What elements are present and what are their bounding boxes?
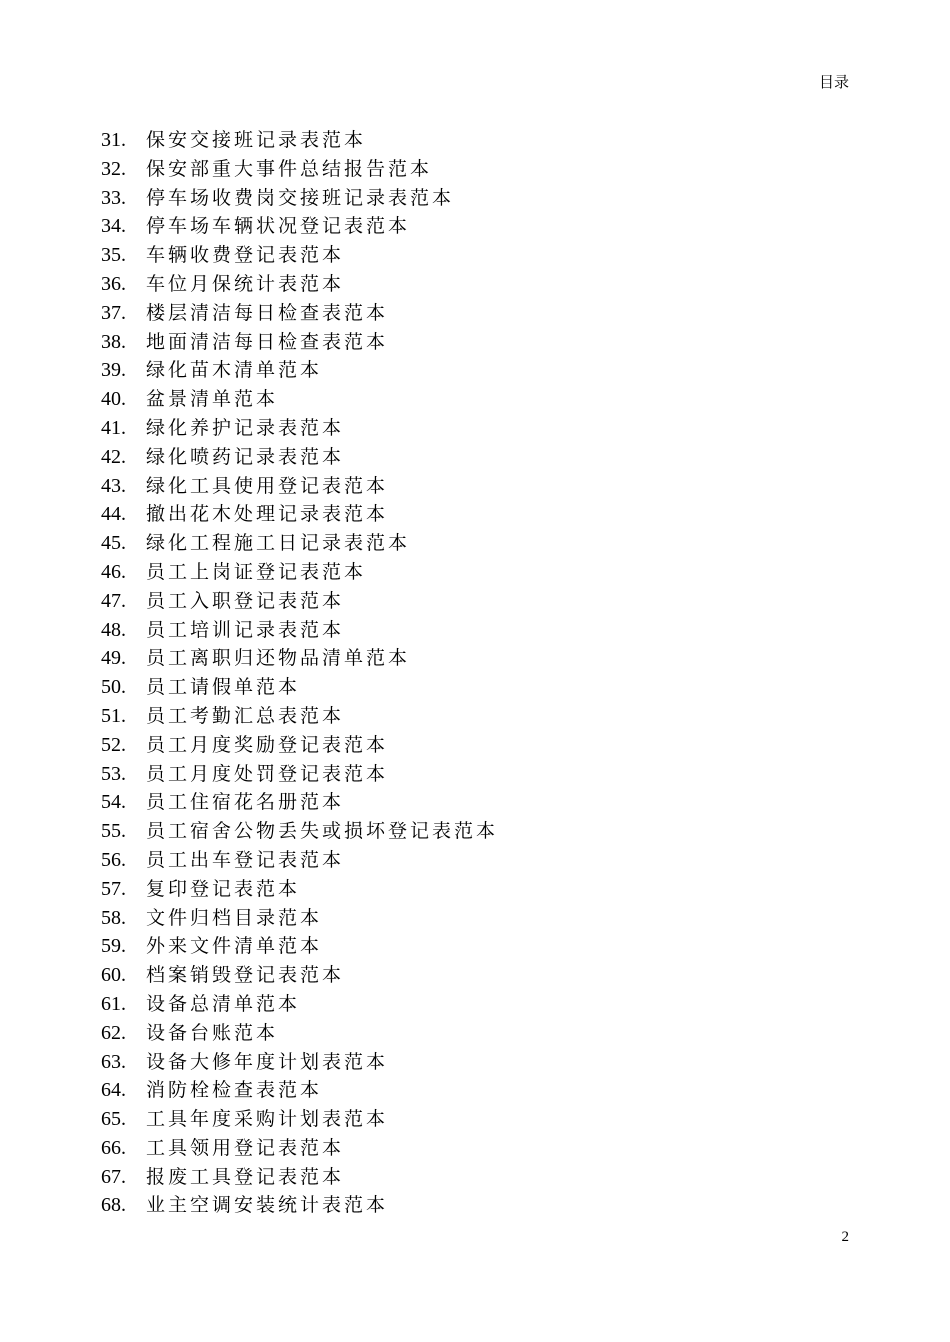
toc-item-number: 33. xyxy=(101,186,126,209)
toc-item[interactable] xyxy=(101,212,498,241)
toc-item-title: 保安交接班记录表范本 xyxy=(146,129,367,151)
toc-item-number: 61. xyxy=(101,992,126,1015)
toc-item[interactable] xyxy=(101,788,498,817)
toc-item[interactable] xyxy=(101,1105,498,1134)
toc-item-number: 41. xyxy=(101,416,126,439)
toc-item-title: 报废工具登记表范本 xyxy=(146,1165,345,1188)
toc-item-title: 员工月度奖励登记表范本 xyxy=(146,733,389,756)
toc-item-number: 36. xyxy=(101,272,126,295)
header-title: 目录 xyxy=(818,73,849,91)
toc-item[interactable] xyxy=(101,1134,498,1163)
toc-item-title: 车位月保统计表范本 xyxy=(146,272,345,295)
toc-item-title: 设备总清单范本 xyxy=(146,992,301,1015)
toc-item-number: 35. xyxy=(101,244,126,267)
toc-item-number: 57. xyxy=(101,877,126,900)
toc-item[interactable] xyxy=(101,587,498,616)
toc-item[interactable] xyxy=(101,760,498,789)
toc-item-title: 绿化苗木清单范本 xyxy=(146,359,323,382)
toc-item[interactable] xyxy=(101,385,498,414)
toc-item-title: 绿化喷药记录表范本 xyxy=(146,445,345,468)
toc-item[interactable] xyxy=(101,817,498,846)
toc-item-number: 43. xyxy=(101,474,126,497)
toc-item[interactable] xyxy=(101,1048,498,1077)
toc-item-number: 58. xyxy=(101,906,126,929)
toc-item[interactable] xyxy=(101,932,498,961)
toc-item[interactable] xyxy=(101,673,498,702)
toc-item[interactable] xyxy=(101,702,498,731)
toc-item-number: 63. xyxy=(101,1050,126,1073)
toc-item[interactable] xyxy=(101,961,498,990)
toc-item-number: 53. xyxy=(101,762,126,785)
toc-item-title: 绿化工程施工日记录表范本 xyxy=(146,532,411,555)
page-number: 2 xyxy=(841,1229,849,1245)
toc-item-title: 员工离职归还物品清单范本 xyxy=(146,647,411,670)
toc-item-title: 停车场车辆状况登记表范本 xyxy=(146,215,411,238)
toc-item-number: 60. xyxy=(101,964,126,987)
toc-list xyxy=(101,126,498,1220)
toc-item[interactable] xyxy=(101,1019,498,1048)
toc-item-title: 档案销毁登记表范本 xyxy=(146,964,345,987)
toc-item[interactable] xyxy=(101,1076,498,1105)
toc-item-number: 45. xyxy=(101,532,126,555)
toc-item-number: 59. xyxy=(101,935,126,958)
toc-item[interactable] xyxy=(101,500,498,529)
toc-item-title: 文件归档目录范本 xyxy=(146,906,323,929)
toc-item-number: 54. xyxy=(101,791,126,814)
toc-item[interactable] xyxy=(101,616,498,645)
toc-item[interactable] xyxy=(101,328,498,357)
toc-item-number: 34. xyxy=(101,215,126,238)
toc-item-number: 51. xyxy=(101,704,126,727)
toc-item-number: 39. xyxy=(101,359,126,382)
toc-item[interactable] xyxy=(101,414,498,443)
toc-item-number: 62. xyxy=(101,1021,126,1044)
toc-item-number: 32. xyxy=(101,157,126,180)
toc-item[interactable] xyxy=(101,1191,498,1220)
toc-item-title: 外来文件清单范本 xyxy=(146,935,323,958)
toc-item-title: 员工宿舍公物丢失或损坏登记表范本 xyxy=(146,820,499,843)
toc-item-number: 56. xyxy=(101,848,126,871)
toc-item[interactable] xyxy=(101,299,498,328)
toc-item[interactable] xyxy=(101,1163,498,1192)
toc-item[interactable] xyxy=(101,241,498,270)
toc-item-number: 66. xyxy=(101,1136,126,1159)
toc-item-number: 38. xyxy=(101,330,126,353)
toc-item-title: 盆景清单范本 xyxy=(146,388,279,411)
toc-item[interactable] xyxy=(101,155,498,184)
toc-item-title: 地面清洁每日检查表范本 xyxy=(146,330,389,353)
toc-item[interactable] xyxy=(101,846,498,875)
toc-item-title: 业主空调安装统计表范本 xyxy=(146,1194,389,1217)
toc-item-number: 47. xyxy=(101,589,126,612)
toc-item-number: 50. xyxy=(101,676,126,699)
toc-item-title: 员工出车登记表范本 xyxy=(146,848,345,871)
toc-item-title: 员工上岗证登记表范本 xyxy=(146,560,367,583)
toc-item-title: 绿化养护记录表范本 xyxy=(146,416,345,439)
toc-item-title: 工具领用登记表范本 xyxy=(146,1136,345,1159)
toc-item-title: 停车场收费岗交接班记录表范本 xyxy=(146,186,455,209)
toc-item[interactable] xyxy=(101,990,498,1019)
toc-item-number: 40. xyxy=(101,388,126,411)
toc-item-number: 52. xyxy=(101,733,126,756)
toc-item-number: 46. xyxy=(101,560,126,583)
toc-item-number: 67. xyxy=(101,1165,126,1188)
toc-item-title: 员工考勤汇总表范本 xyxy=(146,704,345,727)
toc-item[interactable] xyxy=(101,443,498,472)
toc-item[interactable] xyxy=(101,644,498,673)
toc-item-number: 68. xyxy=(101,1194,126,1217)
toc-item-number: 42. xyxy=(101,445,126,468)
toc-item[interactable] xyxy=(101,184,498,213)
toc-item[interactable] xyxy=(101,126,498,155)
toc-item-number: 64. xyxy=(101,1079,126,1102)
toc-item-title: 楼层清洁每日检查表范本 xyxy=(146,301,389,324)
toc-item[interactable] xyxy=(101,356,498,385)
toc-item-number: 37. xyxy=(101,301,126,324)
toc-item-title: 撤出花木处理记录表范本 xyxy=(146,503,389,526)
toc-item[interactable] xyxy=(101,731,498,760)
toc-item-title: 复印登记表范本 xyxy=(146,877,301,900)
toc-item-title: 车辆收费登记表范本 xyxy=(146,244,345,267)
toc-item-title: 员工培训记录表范本 xyxy=(146,618,345,641)
toc-item-number: 31. xyxy=(101,129,126,151)
toc-item-title: 员工请假单范本 xyxy=(146,676,301,699)
toc-item-title: 员工月度处罚登记表范本 xyxy=(146,762,389,785)
toc-item-number: 44. xyxy=(101,503,126,526)
toc-item-number: 49. xyxy=(101,647,126,670)
toc-item-title: 设备台账范本 xyxy=(146,1021,279,1044)
toc-item-title: 绿化工具使用登记表范本 xyxy=(146,474,389,497)
toc-item-title: 消防栓检查表范本 xyxy=(146,1079,323,1102)
toc-item[interactable] xyxy=(101,529,498,558)
toc-item[interactable] xyxy=(101,270,498,299)
toc-item-number: 48. xyxy=(101,618,126,641)
toc-item-title: 工具年度采购计划表范本 xyxy=(146,1108,389,1131)
toc-item-title: 保安部重大事件总结报告范本 xyxy=(146,157,433,180)
toc-item-title: 员工入职登记表范本 xyxy=(146,589,345,612)
toc-item[interactable] xyxy=(101,558,498,587)
toc-item-title: 设备大修年度计划表范本 xyxy=(146,1050,389,1073)
toc-item-number: 65. xyxy=(101,1108,126,1131)
toc-item-title: 员工住宿花名册范本 xyxy=(146,791,345,814)
toc-item[interactable] xyxy=(101,472,498,501)
toc-item[interactable] xyxy=(101,875,498,904)
toc-item-number: 55. xyxy=(101,820,126,843)
toc-item[interactable] xyxy=(101,904,498,933)
